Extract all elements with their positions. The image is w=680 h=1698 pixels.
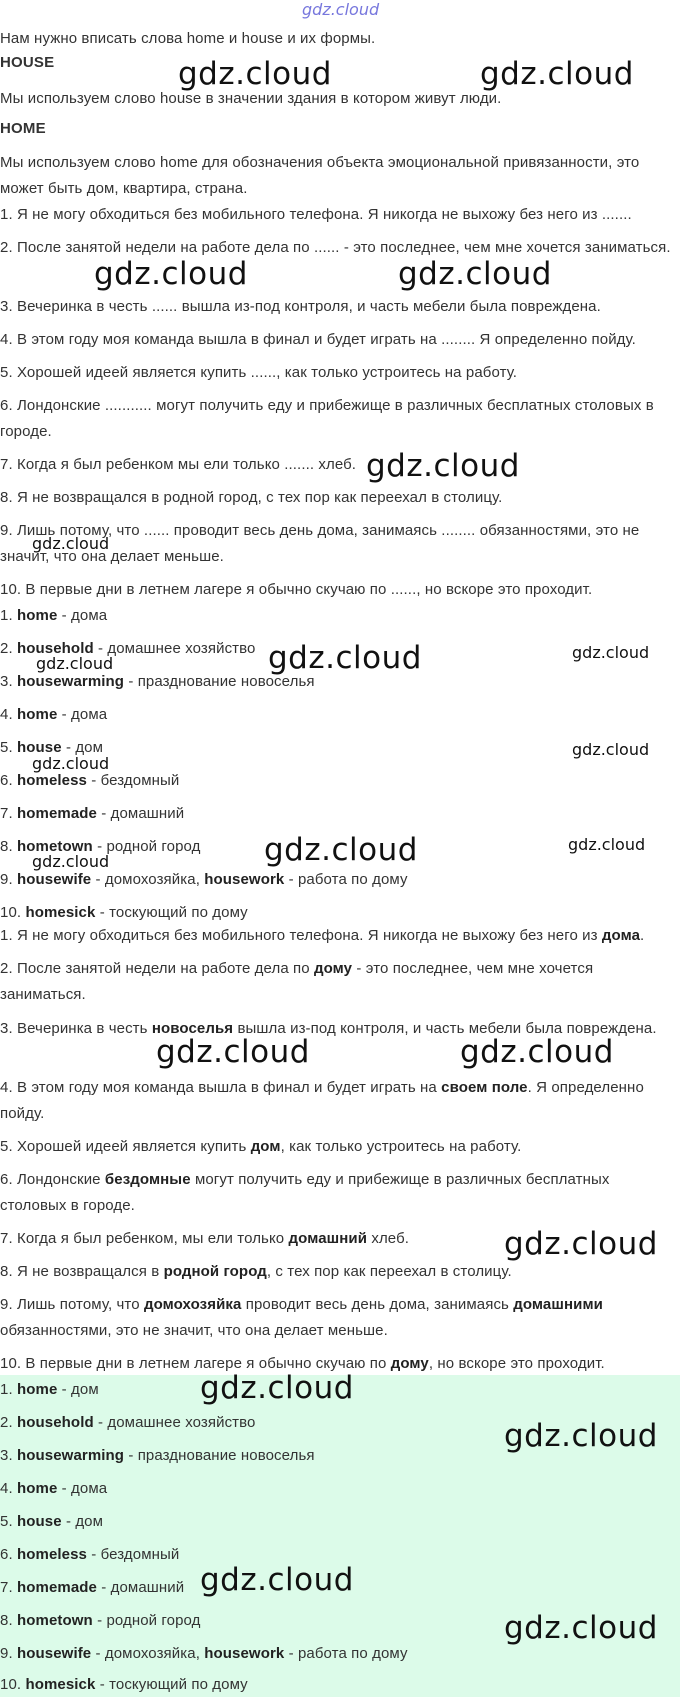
vocab-green-item-7: 7. homemade - домашний (0, 1579, 185, 1596)
task-9: 9. Лишь потому, что ...... проводит весь день дома, занимаясь ........ обязанностями, это не значит, что она делает меньше. (0, 522, 640, 565)
house-definition: Мы используем слово house в значении здания в котором живут люди. (0, 90, 502, 107)
answer-5: 5. Хорошей идеей является купить дом, как только устроитесь на работу. (0, 1138, 522, 1155)
watermark: gdz.cloud (366, 448, 520, 484)
task-10: 10. В первые дни в летнем лагере я обычно скучаю по ......, но вскоре это проходит. (0, 581, 593, 598)
vocab-item-7: 7. homemade - домашний (0, 805, 185, 822)
vocab-item-1: 1. home - дома (0, 607, 108, 624)
home-definition: Мы используем слово home для обозначения объекта эмоциональной привязанности, это может быть дом, квартира, страна. (0, 154, 640, 197)
watermark: gdz.cloud (268, 640, 422, 676)
vocab-green-item-4: 4. home - дома (0, 1480, 108, 1497)
watermark: gdz.cloud (264, 832, 418, 868)
answer-10: 10. В первые дни в летнем лагере я обычно скучаю по дому, но вскоре это проходит. (0, 1355, 605, 1372)
watermark: gdz.cloud (572, 643, 650, 662)
vocab-green-item-3: 3. housewarming - празднование новоселья (0, 1447, 315, 1464)
answer-4: 4. В этом году моя команда вышла в финал и будет играть на своем поле. Я определенно пойду. (0, 1079, 644, 1122)
answer-1: 1. Я не могу обходиться без мобильного телефона. Я никогда не выхожу без него из дома. (0, 927, 645, 944)
watermark: gdz.cloud (156, 1034, 310, 1070)
watermark: gdz.cloud (32, 754, 110, 773)
vocab-item-6: 6. homeless - бездомный (0, 772, 180, 789)
answer-8: 8. Я не возвращался в родной город, с тех пор как переехал в столицу. (0, 1263, 512, 1280)
answer-7: 7. Когда я был ребенком, мы ели только домашний хлеб. (0, 1230, 410, 1247)
watermark: gdz.cloud (398, 256, 552, 292)
task-7: 7. Когда я был ребенком мы ели только ....... хлеб. (0, 456, 357, 473)
watermark: gdz.cloud (32, 534, 110, 553)
watermark: gdz.cloud (200, 1562, 354, 1598)
answer-2: 2. После занятой недели на работе дела по дому - это последнее, чем мне хочется заниматься. (0, 960, 594, 1003)
house-heading: HOUSE (0, 54, 55, 71)
task-1: 1. Я не могу обходиться без мобильного телефона. Я никогда не выхожу без него из ....... (0, 206, 632, 223)
answer-6: 6. Лондонские бездомные могут получить еду и прибежище в различных бесплатных столовых в городе. (0, 1171, 610, 1214)
vocab-item-9: 9. housewife - домохозяйка, housework - работа по дому (0, 871, 408, 888)
watermark: gdz.cloud (504, 1610, 658, 1646)
task-2: 2. После занятой недели на работе дела по ...... - это последнее, чем мне хочется заниматься. (0, 239, 671, 256)
watermark: gdz.cloud (200, 1370, 354, 1406)
task-5: 5. Хорошей идеей является купить ......, как только устроитесь на работу. (0, 364, 518, 381)
watermark: gdz.cloud (36, 654, 114, 673)
home-heading: HOME (0, 120, 46, 137)
vocab-green-item-2: 2. household - домашнее хозяйство (0, 1414, 256, 1431)
vocab-green-item-5: 5. house - дом (0, 1513, 104, 1530)
vocab-item-5: 5. house - дом (0, 739, 104, 756)
task-8: 8. Я не возвращался в родной город, с тех пор как переехал в столицу. (0, 489, 503, 506)
watermark: gdz.cloud (568, 835, 646, 854)
vocab-item-10: 10. homesick - тоскующий по дому (0, 904, 248, 921)
vocab-green-item-10: 10. homesick - тоскующий по дому (0, 1676, 248, 1693)
vocab-green-item-1: 1. home - дом (0, 1381, 99, 1398)
answer-9: 9. Лишь потому, что домохозяйка проводит весь день дома, занимаясь домашними обязанностями, это не значит, что она делает меньше. (0, 1296, 603, 1339)
vocab-green-item-6: 6. homeless - бездомный (0, 1546, 180, 1563)
watermark: gdz.cloud (480, 56, 634, 92)
watermark-top: gdz.cloud (302, 0, 380, 19)
watermark: gdz.cloud (94, 256, 248, 292)
watermark: gdz.cloud (504, 1418, 658, 1454)
vocab-item-4: 4. home - дома (0, 706, 108, 723)
watermark: gdz.cloud (32, 852, 110, 871)
vocab-green-item-9: 9. housewife - домохозяйка, housework - работа по дому (0, 1645, 408, 1662)
vocab-green-item-8: 8. hometown - родной город (0, 1612, 201, 1629)
watermark: gdz.cloud (178, 56, 332, 92)
answer-3: 3. Вечеринка в честь новоселья вышла из-под контроля, и часть мебели была повреждена. (0, 1020, 657, 1037)
watermark: gdz.cloud (460, 1034, 614, 1070)
watermark: gdz.cloud (572, 740, 650, 759)
intro-text: Нам нужно вписать слова home и house и их формы. (0, 30, 376, 47)
task-4: 4. В этом году моя команда вышла в финал и будет играть на ........ Я определенно пойду. (0, 331, 636, 348)
vocab-item-2: 2. household - домашнее хозяйство (0, 640, 256, 657)
task-6: 6. Лондонские ........... могут получить еду и прибежище в различных бесплатных столовых в городе. (0, 397, 654, 440)
watermark: gdz.cloud (504, 1226, 658, 1262)
vocab-item-8: 8. hometown - родной город (0, 838, 201, 855)
vocab-item-3: 3. housewarming - празднование новоселья (0, 673, 315, 690)
task-3: 3. Вечеринка в честь ...... вышла из-под контроля, и часть мебели была повреждена. (0, 298, 601, 315)
